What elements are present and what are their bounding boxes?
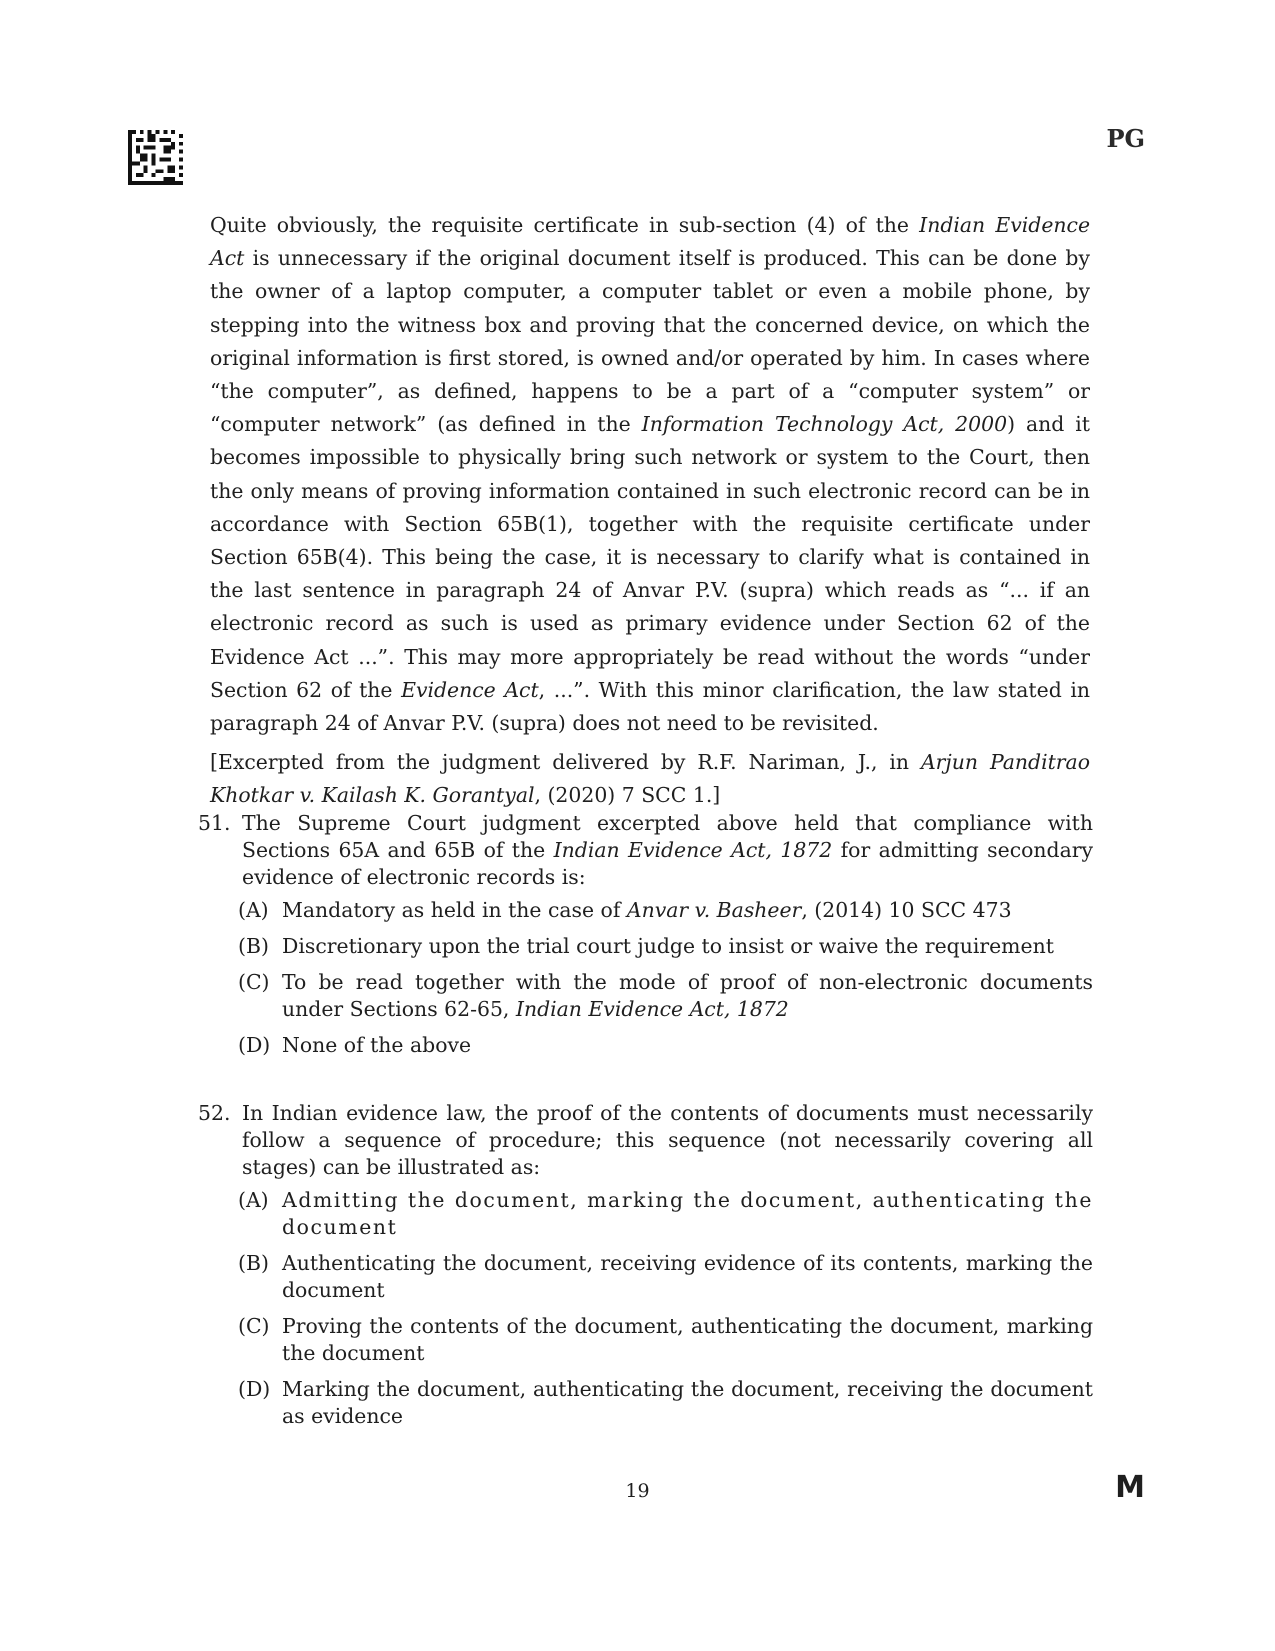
option-b: (B) Authenticating the document, receiving evidence of its contents, marking the document [238, 1251, 1093, 1302]
option-a: (A) Mandatory as held in the case of Anvar v. Basheer, (2014) 10 SCC 473 [238, 898, 1012, 922]
option-c: (C) To be read together with the mode of proof of non-electronic documents under Sections 62-65, Indian Evidence Act, 1872 [238, 970, 1093, 1021]
option-d: (D) None of the above [238, 1033, 472, 1057]
option-a: (A) Admitting the document, marking the document, authenticating the document [238, 1188, 1093, 1239]
paper-code: PG [1106, 124, 1145, 153]
datamatrix-barcode [128, 130, 183, 185]
question-text: The Supreme Court judgment excerpted above held that compliance with Sections 65A and 65B of the Indian Evidence Act, 1872 for admitting secondary evidence of electronic records is: [242, 811, 1093, 889]
series-code: M [1115, 1470, 1145, 1505]
passage-source: [Excerpted from the judgment delivered by R.F. Nariman, J., in Arjun Panditrao Khotkar v. Kailash K. Gorantyal, (2020) 7 SCC 1.] [210, 750, 1090, 808]
question-52 [198, 1100, 1093, 1439]
question-number: 52. [198, 1101, 231, 1125]
option-d: (D) Marking the document, authenticating the document, receiving the document as evidence [238, 1377, 1093, 1428]
question-number: 51. [198, 811, 231, 835]
excerpt-passage [210, 209, 1090, 813]
page-number: 19 [625, 1480, 650, 1502]
question-text: In Indian evidence law, the proof of the contents of documents must necessarily follow a sequence of procedure; this sequence (not necessarily covering all stages) can be illustrated as: [242, 1101, 1093, 1179]
passage-paragraph: Quite obviously, the requisite certificate in sub-section (4) of the Indian Evidence Act is unnecessary if the original document itself is produced. This can be done by the owner of a laptop computer, a computer tablet or even a mobile phone, by stepping into the witness box and proving that the concerned device, on which the original information is first stored, is owned and/or operated by him. In cases where “the computer”, as defined, happens to be a part of a “computer system” or “computer network” (as defined in the Information Technology Act, 2000) and it becomes impossible to physically bring such network or system to the Court, then the only means of proving information contained in such electronic record can be in accordance with Section 65B(1), together with the requisite certificate under Section 65B(4). This being the case, it is necessary to clarify what is contained in the last sentence in paragraph 24 of Anvar P.V. (supra) which reads as “... if an electronic record as such is used as primary evidence under Section 62 of the Evidence Act ...”. This may more appropriately be read without the words “under Section 62 of the Evidence Act, ...”. With this minor clarification, the law stated in paragraph 24 of Anvar P.V. (supra) does not need to be revisited. [210, 213, 1091, 736]
question-51 [198, 810, 1093, 1068]
option-b: (B) Discretionary upon the trial court judge to insist or waive the requirement [238, 934, 1054, 958]
option-c: (C) Proving the contents of the document, authenticating the document, marking the document [238, 1314, 1093, 1365]
